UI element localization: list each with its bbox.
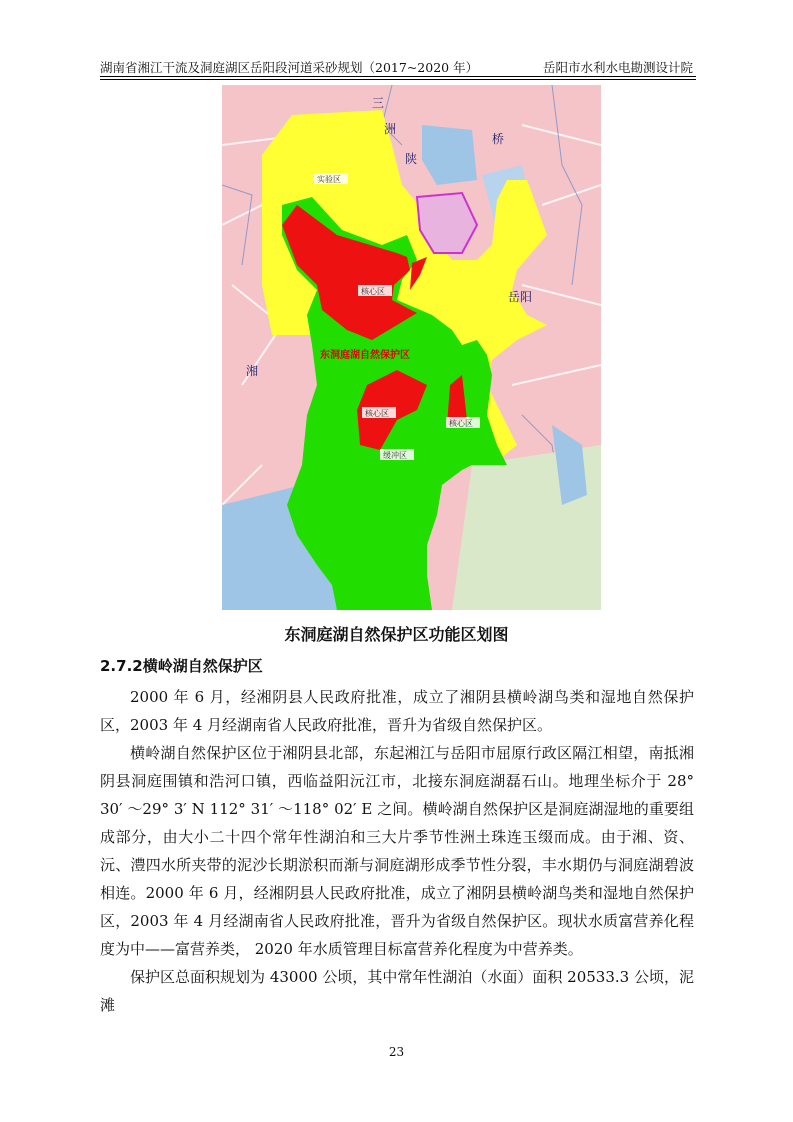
core-zone-label: 核心区 bbox=[449, 419, 473, 428]
buffer-zone-label: 缓冲区 bbox=[383, 451, 407, 460]
header-right-org: 岳阳市水利水电勘测设计院 bbox=[542, 60, 693, 75]
section-heading bbox=[100, 655, 263, 676]
reserve-zoning-map bbox=[222, 85, 601, 610]
paragraph: 2000 年 6 月，经湘阴县人民政府批准，成立了湘阴县横岭湖鸟类和湿地自然保护区，2003 年 4 月经湖南省人民政府批准，晋升为省级自然保护区。 bbox=[100, 688, 694, 734]
page-header bbox=[100, 52, 693, 76]
core-zone-label: 核心区 bbox=[365, 409, 389, 418]
reserve-name-label: 东洞庭湖自然保护区 bbox=[320, 350, 410, 361]
section-number: 2.7.2 bbox=[100, 657, 143, 675]
header-rule-thin bbox=[100, 79, 696, 80]
section-title: 横岭湖自然保护区 bbox=[142, 657, 263, 675]
header-rule bbox=[100, 76, 696, 77]
experimental-zone-label: 实验区 bbox=[317, 175, 341, 184]
paragraph: 横岭湖自然保护区位于湘阴县北部，东起湘江与岳阳市屈原行政区隔江相望，南抵湘阴县洞庭围镇和浩河口镇，西临益阳沅江市，北接东洞庭湖磊石山。地理坐标介于 28° 30′ ～29° 3′ N 112° 31′ ～118° 02′ E 之间。横岭湖自然保护区是洞庭湖湿地的重要组成部分，由大小二十四个常年性湖泊和三大片季节性洲土珠连玉缀而成。由于湘、资、沅、澧四水所夹带的泥沙长期淤积而渐与洞庭湖形成季节性分裂，丰水期仍与洞庭湖碧波相连。2000 年 6 月，经湘阴县人民政府批准，成立了湘阴县横岭湖鸟类和湿地自然保护区，2003 年 4 月经湖南省人民政府批准，晋升为省级自然保护区。现状水质富营养化程度为中——富营养类， 2020 年水质管理目标富营养化程度为中营养类。 bbox=[100, 744, 694, 958]
core-zone-label: 核心区 bbox=[361, 287, 385, 296]
header-left-title: 湖南省湘江干流及洞庭湖区岳阳段河道采砂规划（2017~2020 年） bbox=[100, 60, 479, 75]
figure-caption: 东洞庭湖自然保护区功能区划图 bbox=[284, 625, 509, 644]
map-place-label: 桥 bbox=[492, 132, 505, 146]
map-place-label: 岳阳 bbox=[508, 290, 533, 304]
page-number: 23 bbox=[388, 1045, 405, 1059]
map-place-label: 洲 bbox=[384, 122, 397, 136]
map-place-label: 三 bbox=[372, 96, 385, 110]
paragraph: 保护区总面积规划为 43000 公顷，其中常年性湖泊（水面）面积 20533.3 公顷，泥滩 bbox=[100, 968, 694, 1014]
map-place-label: 陕 bbox=[405, 152, 418, 166]
map-place-label: 湘 bbox=[246, 364, 259, 378]
body-text bbox=[100, 683, 694, 1019]
map-svg bbox=[222, 85, 601, 610]
